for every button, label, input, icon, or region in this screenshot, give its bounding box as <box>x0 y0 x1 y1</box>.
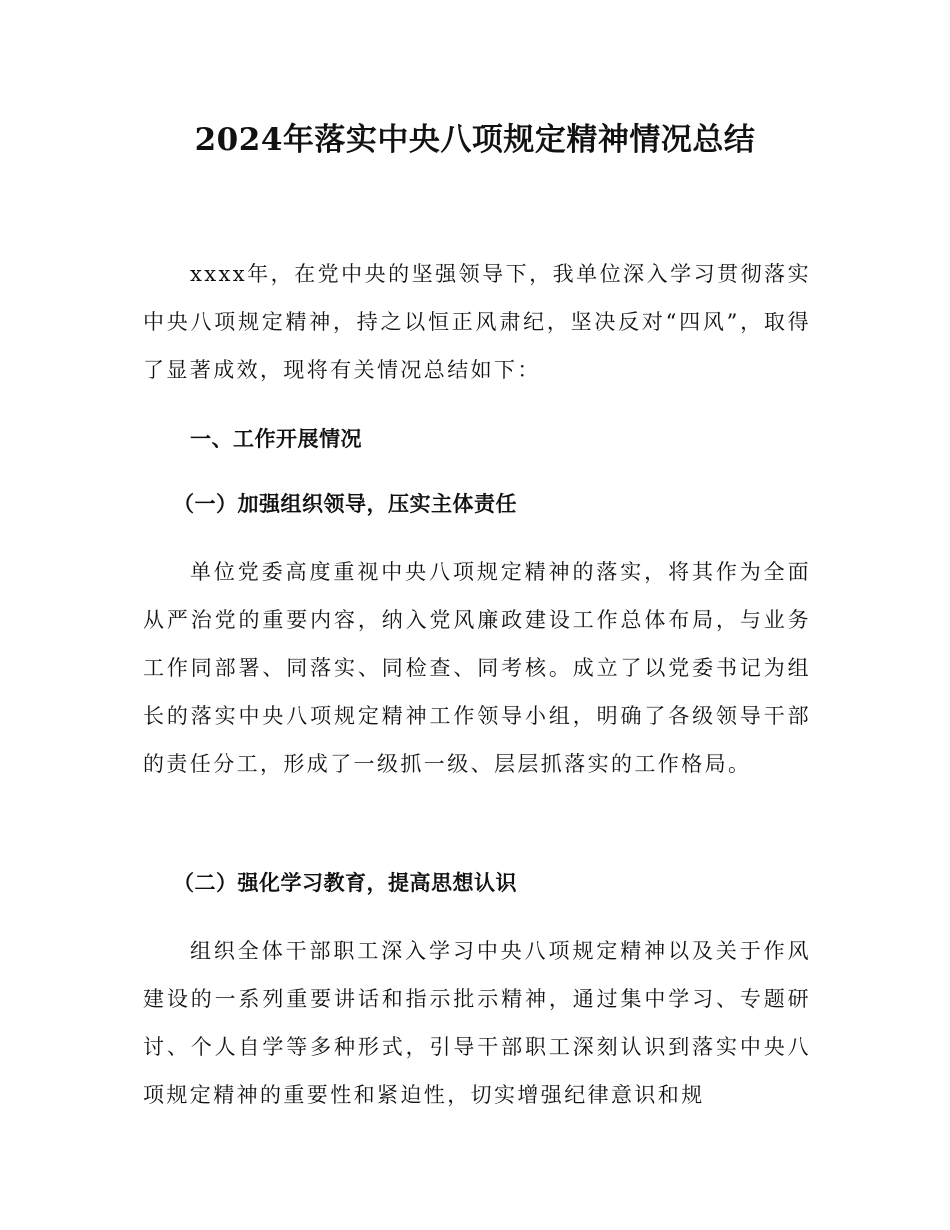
education-paragraph: 组织全体干部职工深入学习中央八项规定精神以及关于作风建设的一系列重要讲话和指示批示精神，通过集中学习、专题研讨、个人自学等多种形式，引导干部职工深刻认识到落实中央八项规定精神的重要性和紧迫性，切实增强纪律意识和规 <box>143 939 811 1107</box>
organization-paragraph: 单位党委高度重视中央八项规定精神的落实，将其作为全面从严治党的重要内容，纳入党风廉政建设工作总体布局，与业务工作同部署、同落实、同检查、同考核。成立了以党委书记为组长的落实中央八项规定精神工作领导小组，明确了各级领导干部的责任分工，形成了一级抓一级、层层抓落实的工作格局。 <box>143 560 811 776</box>
section-heading-work-progress: 一、工作开展情况 <box>190 427 362 451</box>
subsection-heading-education: （二）强化学习教育，提高思想认识 <box>173 871 517 895</box>
intro-paragraph: xxxx年，在党中央的坚强领导下，我单位深入学习贯彻落实中央八项规定精神，持之以恒正风肃纪，坚决反对“四风”，取得了显著成效，现将有关情况总结如下： <box>143 262 811 382</box>
subsection-heading-organization: （一）加强组织领导，压实主体责任 <box>173 492 517 516</box>
document-title: 2024年落实中央八项规定精神情况总结 <box>194 122 756 158</box>
